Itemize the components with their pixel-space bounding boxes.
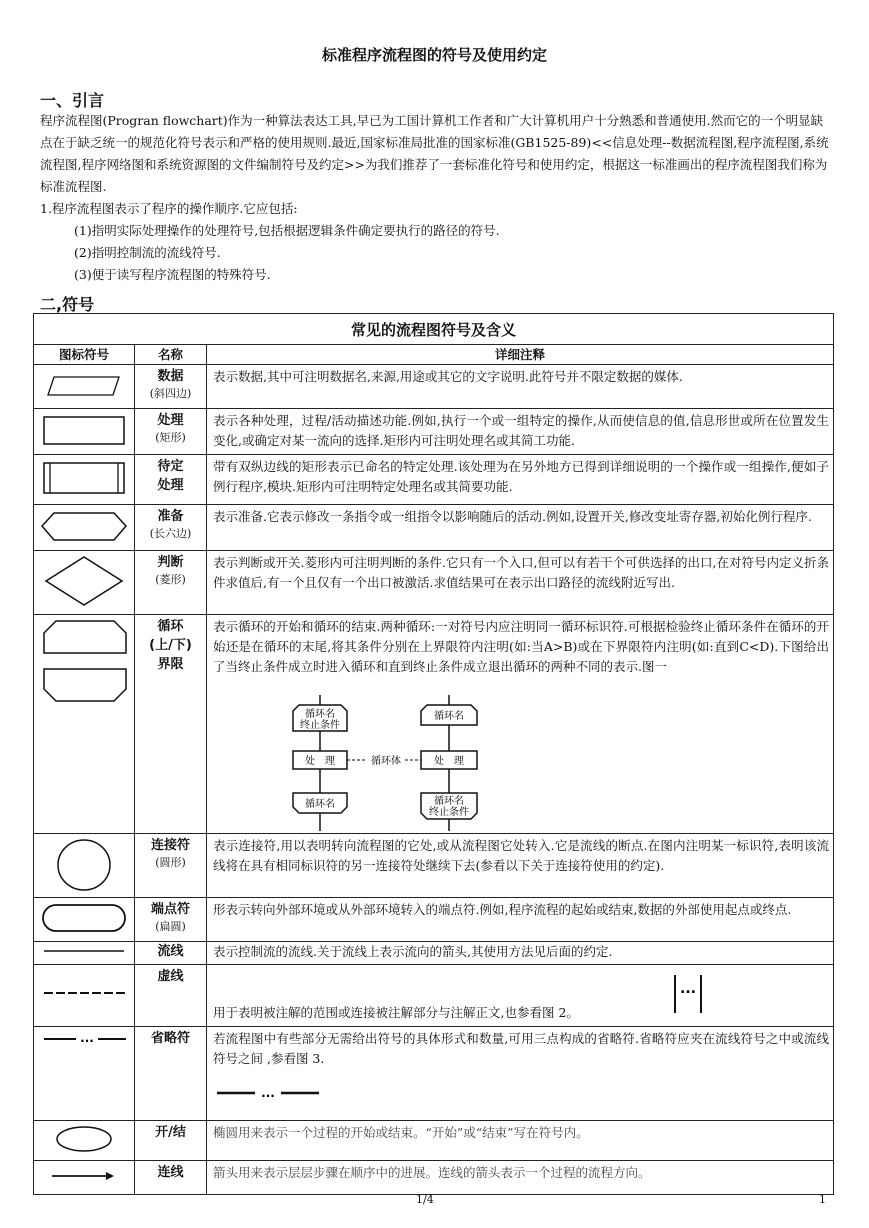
hexagon-icon: [34, 505, 134, 547]
parallelogram-icon: [34, 365, 134, 405]
header-name: 名称: [135, 345, 207, 365]
annotation-mark-text: ...: [680, 981, 696, 997]
table-row: [34, 1027, 834, 1121]
table-row: [34, 551, 834, 615]
table-caption: 常见的流程图符号及含义: [34, 314, 834, 345]
section-heading-symbols: 二,符号: [40, 295, 95, 314]
loop-name-text: 循环名: [434, 796, 464, 807]
row-desc: 用于表明被注解的范围或连接被注解部分与注解正文,也参看图 2。: [213, 1005, 579, 1020]
table-row: [34, 898, 834, 942]
row-name: 流线: [157, 944, 184, 959]
row-name: 数据: [157, 369, 184, 384]
symbol-table: [33, 313, 834, 1195]
row-desc: 表示各种处理，过程/活动描述功能.例如,执行一个或一组特定的操作,从而使信息的值,信息形世或所在位置发生变化,或确定对某一流向的选择.矩形内可注明处理名或其简工功能.: [207, 409, 834, 455]
loop-limit-icon: [34, 615, 134, 715]
row-sub: (长六边): [149, 527, 192, 540]
loop-name-text: 循环名: [305, 709, 335, 720]
end-condition-text: 终止条件: [429, 807, 469, 818]
loop-diagram: [247, 695, 517, 831]
table-row: [34, 409, 834, 455]
stadium-icon: [34, 898, 134, 938]
page-number: 1/4: [416, 1193, 434, 1206]
row-desc: 表示循环的开始和循环的结束.两种循环:一对符号内应注明同一循环标识符.可根据检验终止循环条件在循环的开始还是在循环的末尾,将其条件分别在上界限符内注明(如:当A>B)或在下界限符内注明(如:直到C<D).下图给出了当终止条件成立时进入循环和直到终止条件成立退出循环的两种不同的表示.图一: [213, 619, 829, 674]
intro-paragraph: 程序流程图(Progran flowchart)作为一种算法表达工具,早已为工国计算机工作者和广大计算机用户十分熟悉和普通使用.然而它的一个明显缺点在于缺乏统一的规范化符号表示和严格的使用规则.最近,国家标准局批准的国家标准(GB1525-89)<<信息处理--数据流程图,程序流程图,系统流程图,程序网络图和系统资源图的文件编制符号及约定>>为我们推荐了一套标准化符号和使用约定，根据这一标准画出的程序流程图我们称为标准流程图.: [40, 113, 829, 194]
point-1: 1.程序流程图表示了程序的操作顺序.它应包括:: [40, 201, 298, 216]
end-condition-text: 终止条件: [300, 720, 340, 731]
arrow-icon: [34, 1161, 134, 1191]
table-row: [34, 505, 834, 551]
row-name: 循环: [157, 619, 184, 634]
ellipsis-example-icon: [215, 1083, 325, 1103]
row-name-line2: 处理: [157, 478, 184, 493]
sub-point-1: (1)指明实际处理操作的处理符号,包括根据逻辑条件确定要执行的路径的符号.: [74, 223, 500, 238]
row-name: 省略符: [150, 1031, 190, 1046]
table-row: [34, 942, 834, 965]
rectangle-icon: [34, 409, 134, 451]
ellipse-icon: [34, 1121, 134, 1157]
row-desc: 形表示转向外部环境或从外部环境转入的端点符.例如,程序流程的起始或结束,数据的外部使用起点或终点.: [207, 898, 834, 942]
table-row: [34, 965, 834, 1027]
sub-point-3: (3)便于读写程序流程图的特殊符号.: [74, 267, 271, 282]
table-row: [34, 1161, 834, 1195]
table-row: [34, 615, 834, 834]
dashed-line-icon: [34, 965, 134, 1023]
row-desc: 带有双纵边线的矩形表示已命名的特定处理.该处理为在另外地方已得到详细说明的一个操作或一组操作,便如子例行程序,模块.矩形内可注明特定处理名或其简要功能.: [207, 455, 834, 505]
header-symbol: 图标符号: [34, 345, 135, 365]
row-desc: 表示判断或开关.菱形内可注明判断的条件.它只有一个入口,但可以有若干个可供选择的出口,在对符号内定义折条件求值后,有一个且仅有一个出口被激活.求值结果可在表示出口路径的流线附近写出.: [207, 551, 834, 615]
row-desc: 椭圆用来表示一个过程的开始或结束。“开始”或“结束”写在符号内。: [207, 1121, 834, 1161]
sub-point-2: (2)指明控制流的流线符号.: [74, 245, 221, 260]
row-sub: (扁圆): [155, 920, 186, 933]
ellipsis-text: ...: [261, 1086, 275, 1100]
ellipsis-text: ...: [80, 1031, 94, 1045]
row-name: 端点符: [150, 902, 190, 917]
row-sub: (斜四边): [149, 387, 192, 400]
process-text: 处 理: [305, 756, 335, 767]
row-sub: (圆形): [155, 856, 186, 869]
row-name: 虚线: [157, 969, 184, 984]
loop-name-text: 循环名: [305, 799, 335, 810]
intro-section: [40, 110, 830, 286]
row-desc: 表示控制流的流线.关于流线上表示流向的箭头,其使用方法见后面的约定.: [207, 942, 834, 965]
row-name: 连接符: [150, 838, 190, 853]
circle-icon: [34, 834, 134, 894]
section-heading-intro: 一、引言: [40, 91, 105, 110]
row-desc: 表示准备.它表示修改一条指令或一组指令以影响随后的活动.例如,设置开关,修改变址寄存器,初始化例行程序.: [207, 505, 834, 551]
loop-name-text: 循环名: [434, 711, 464, 722]
row-desc: 表示连接符,用以表明转向流程图的它处,或从流程图它处转入.它是流线的断点.在图内注明某一标识符,表明该流线将在具有相同标识符的另一连接符处继续下去(参看以下关于连接符使用的约定).: [207, 834, 834, 898]
row-name: 判断: [157, 555, 184, 570]
table-row: [34, 365, 834, 409]
row-name: 开/结: [155, 1125, 186, 1140]
ellipsis-line-icon: [34, 1027, 134, 1051]
annotation-mark-icon: [663, 973, 723, 1017]
flow-line-icon: [34, 942, 134, 960]
table-row: [34, 834, 834, 898]
diamond-icon: [34, 551, 134, 611]
row-name: 连线: [157, 1165, 184, 1180]
page-title: 标准程序流程图的符号及使用约定: [321, 46, 547, 64]
row-name-line2: (上/下): [149, 638, 192, 653]
process-text: 处 理: [434, 756, 464, 767]
row-name: 处理: [157, 413, 184, 428]
row-name: 待定: [157, 459, 184, 474]
row-sub: (矩形): [155, 431, 186, 444]
row-name-line3: 界限: [157, 657, 184, 672]
row-name: 准备: [157, 509, 184, 524]
row-desc: 箭头用来表示层层步骤在顺序中的进展。连线的箭头表示一个过程的流程方向。: [207, 1161, 834, 1195]
row-desc: 表示数据,其中可注明数据名,来源,用途或其它的文字说明.此符号并不限定数据的媒体.: [207, 365, 834, 409]
row-desc: 若流程图中有些部分无需给出符号的具体形式和数量,可用三点构成的省略符.省略符应夹在流线符号之中或流线符号之间 ,参看图 3.: [213, 1031, 829, 1066]
table-row: [34, 1121, 834, 1161]
row-sub: (菱形): [155, 573, 186, 586]
table-row: [34, 455, 834, 505]
predefined-process-icon: [34, 455, 134, 501]
header-detail: 详细注释: [207, 345, 834, 365]
page-index: 1: [819, 1193, 826, 1206]
loop-body-text: 循环体: [371, 756, 401, 767]
